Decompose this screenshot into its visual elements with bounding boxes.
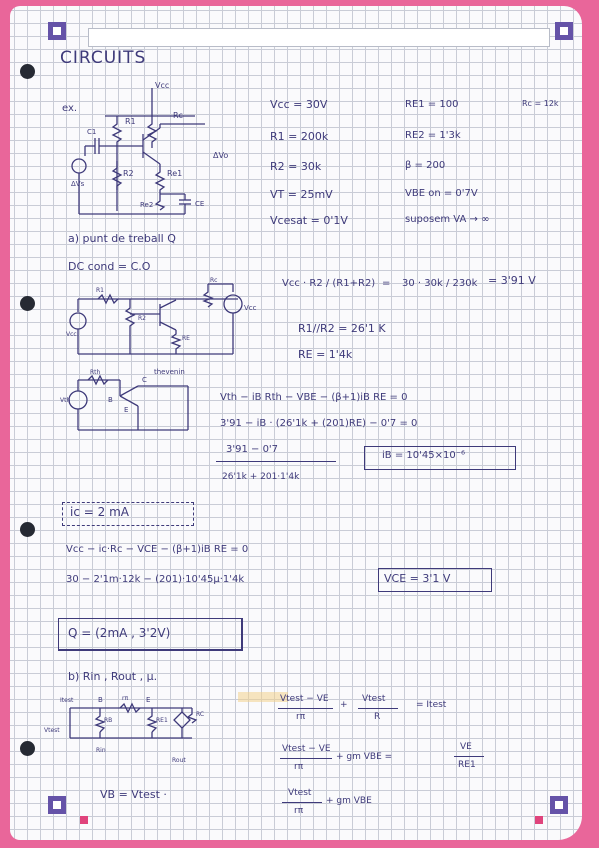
param-re2: RE2 = 1'3k — [405, 130, 461, 141]
svg-text:Vcc: Vcc — [66, 331, 77, 338]
param-r2: R2 = 30k — [270, 160, 322, 173]
eq2-denominator: rπ — [294, 762, 304, 772]
pink-mark — [80, 816, 88, 824]
kvl-base-line1: Vth − iB Rth − VBE − (β+1)iB RE = 0 — [220, 392, 408, 403]
eq2-numerator: Vtest − VE — [282, 744, 331, 754]
eq2-rhs-denominator: RE1 — [458, 760, 476, 770]
eq1-numerator2: Vtest — [362, 694, 386, 704]
vth-formula: Vcc · R2 / (R1+R2) — [282, 278, 376, 289]
fraction-bar — [358, 708, 398, 709]
svg-text:Itest: Itest — [60, 697, 74, 704]
ib-numerator: 3'91 − 0'7 — [226, 444, 279, 455]
param-r1: R1 = 200k — [270, 130, 329, 143]
ib-denominator: 26'1k + 201·1'4k — [222, 472, 300, 482]
eq2-rhs-numerator: VE — [460, 742, 472, 752]
svg-text:Rc: Rc — [173, 111, 183, 120]
svg-text:Re2: Re2 — [140, 201, 154, 209]
corner-mark — [48, 22, 66, 40]
vth-substitution: 30 · 30k / 230k — [402, 278, 478, 289]
param-vt: VT = 25mV — [270, 188, 333, 201]
param-re1: RE1 = 100 — [405, 99, 459, 110]
svg-text:Rin: Rin — [96, 747, 106, 754]
fraction-bar — [278, 708, 333, 709]
eq1-numerator: Vtest − VE — [280, 694, 329, 704]
svg-text:RB: RB — [104, 717, 113, 724]
kvl-base-line2: 3'91 − iB · (26'1k + (201)RE) − 0'7 = 0 — [220, 418, 418, 429]
svg-text:rπ: rπ — [122, 695, 129, 702]
svg-text:ΔVo: ΔVo — [213, 151, 229, 160]
svg-text:Vcc: Vcc — [155, 81, 170, 90]
eq1-plus: + — [340, 700, 348, 710]
svg-text:RE: RE — [182, 335, 190, 342]
svg-text:C: C — [142, 376, 147, 384]
re-equation: RE = 1'4k — [298, 348, 353, 361]
schematic-thevenin — [58, 366, 203, 436]
fraction-bar — [454, 756, 484, 757]
corner-mark — [555, 22, 573, 40]
punch-hole — [20, 296, 35, 311]
header-box — [88, 28, 550, 47]
schematic-small-signal — [42, 690, 212, 770]
equals-sign: = — [382, 278, 391, 289]
svg-text:Rc: Rc — [210, 277, 218, 284]
corner-mark — [550, 796, 568, 814]
section-b-heading: b) Rin , Rout , μ. — [68, 670, 158, 683]
svg-text:thevenin: thevenin — [154, 368, 185, 376]
kvl-collector-line2: 30 − 2'1m·12k − (201)·10'45μ·1'4k — [66, 574, 245, 585]
fraction-bar — [282, 802, 322, 803]
svg-text:C1: C1 — [87, 128, 97, 136]
eq3-numerator: Vtest — [288, 788, 312, 798]
svg-text:B: B — [98, 696, 103, 704]
param-vcesat: Vcesat = 0'1V — [270, 214, 348, 227]
param-vbe: VBE on = 0'7V — [405, 188, 478, 199]
eq3-plus: + gm VBE — [326, 796, 372, 806]
svg-text:ΔVs: ΔVs — [71, 180, 85, 188]
eq1-rhs: = Itest — [416, 700, 447, 710]
q-result: Q = (2mA , 3'2V) — [68, 626, 171, 640]
svg-text:Re1: Re1 — [167, 169, 183, 178]
punch-hole — [20, 64, 35, 79]
param-vcc: Vcc = 30V — [270, 98, 328, 111]
svg-text:RC: RC — [196, 711, 205, 718]
ib-result: iB = 10'45×10⁻⁶ — [382, 450, 465, 461]
eq1-denominator: rπ — [296, 712, 306, 722]
punch-hole — [20, 741, 35, 756]
fraction-bar — [216, 461, 336, 462]
svg-text:CE: CE — [195, 200, 205, 208]
vce-result: VCE = 3'1 V — [384, 572, 451, 585]
fraction-bar — [280, 758, 332, 759]
vb-equation: VB = Vtest · — [100, 788, 167, 801]
svg-text:RE1: RE1 — [156, 717, 168, 724]
vth-result: = 3'91 V — [488, 274, 536, 287]
dc-condition: DC cond = C.O — [68, 260, 151, 273]
svg-text:B: B — [108, 396, 113, 404]
svg-text:Vcc: Vcc — [244, 304, 257, 312]
rth-equation: R1//R2 = 26'1 K — [298, 322, 386, 335]
kvl-collector-line1: Vcc − ic·Rc − VCE − (β+1)iB RE = 0 — [66, 544, 249, 555]
svg-text:R1: R1 — [125, 117, 136, 126]
section-a-heading: a) punt de treball Q — [68, 232, 176, 245]
schematic-amplifier — [55, 76, 230, 226]
svg-text:Rout: Rout — [172, 757, 186, 764]
svg-text:R2: R2 — [138, 315, 146, 322]
eq1-denominator2: R — [374, 712, 381, 722]
punch-hole — [20, 522, 35, 537]
svg-text:E: E — [146, 696, 151, 704]
page-title: CIRCUITS — [60, 48, 147, 68]
notebook-page — [10, 6, 582, 840]
svg-text:Vtest: Vtest — [44, 727, 60, 734]
svg-text:R2: R2 — [123, 169, 134, 178]
eq3-denominator: rπ — [294, 806, 304, 816]
svg-text:E: E — [124, 406, 129, 414]
param-va: suposem VA → ∞ — [405, 214, 490, 225]
example-label: ex. — [62, 103, 78, 114]
schematic-dc — [58, 274, 258, 366]
svg-text:Vth: Vth — [60, 397, 71, 404]
svg-text:Rth: Rth — [90, 369, 101, 376]
param-rc: Rc = 12k — [522, 99, 559, 108]
svg-text:R1: R1 — [96, 287, 104, 294]
pink-mark — [535, 816, 543, 824]
corner-mark — [48, 796, 66, 814]
param-beta: β = 200 — [405, 160, 446, 171]
eq2-plus: + gm VBE = — [336, 752, 393, 762]
ic-result: ic = 2 mA — [70, 505, 129, 519]
